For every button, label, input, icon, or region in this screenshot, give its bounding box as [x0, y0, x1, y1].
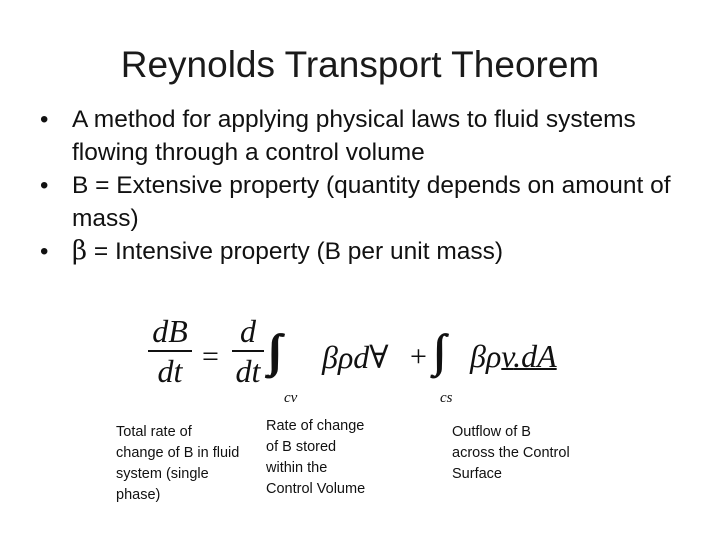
- beta-symbol: β: [72, 236, 88, 266]
- bullet-dot-icon: •: [40, 106, 49, 133]
- caption-line: system (single: [116, 466, 209, 482]
- bullet-dot-icon: •: [40, 238, 49, 265]
- bullet-item: [40, 169, 690, 235]
- control-volume-subscript: cv: [284, 390, 298, 406]
- bullet-list: [40, 103, 690, 268]
- surface-integrand: [470, 338, 557, 375]
- derivative-denominator: dt: [235, 353, 261, 389]
- time-derivative-fraction: [232, 314, 264, 388]
- fraction-bar: [232, 350, 264, 352]
- bullet-text: A method for applying physical laws to fluid systems flowing through a control volume: [72, 106, 636, 166]
- caption-line: Control Volume: [266, 481, 366, 497]
- equals-sign: =: [202, 340, 219, 373]
- reynolds-equation: [148, 312, 578, 408]
- derivative-numerator: d: [240, 313, 256, 349]
- caption-rate-stored: [266, 416, 365, 500]
- caption-line: Surface: [452, 466, 502, 482]
- surface-integrand-beta-rho: βρ: [470, 338, 502, 374]
- lhs-denominator: dt: [157, 353, 183, 389]
- bullet-dot-icon: •: [40, 172, 49, 199]
- caption-line: of B stored: [266, 439, 337, 455]
- volume-integrand: βρd∀: [322, 339, 389, 375]
- bullet-item: [40, 103, 690, 169]
- bullet-item: [40, 235, 690, 268]
- caption-outflow: [452, 422, 570, 485]
- caption-line: Outflow of B: [452, 424, 531, 440]
- caption-line: change of B in fluid: [116, 445, 240, 461]
- plus-sign: +: [410, 340, 427, 373]
- caption-line: across the Control: [452, 445, 570, 461]
- caption-line: within the: [266, 460, 328, 476]
- bullet-text: = Intensive property (B per unit mass): [87, 238, 504, 265]
- fraction-bar: [148, 350, 192, 352]
- slide-title: Reynolds Transport Theorem: [120, 44, 600, 85]
- control-surface-subscript: cs: [440, 390, 453, 406]
- lhs-numerator: dB: [152, 313, 188, 349]
- area-vector: .dA: [513, 338, 557, 374]
- caption-line: phase): [116, 487, 161, 503]
- velocity-vector: v: [501, 338, 514, 374]
- caption-line: Total rate of: [116, 424, 192, 440]
- lhs-fraction: [148, 314, 192, 388]
- bullet-text: B = Extensive property (quantity depends on amount of mass): [72, 172, 671, 232]
- caption-line: Rate of change: [266, 418, 365, 434]
- caption-total-rate: [116, 422, 239, 506]
